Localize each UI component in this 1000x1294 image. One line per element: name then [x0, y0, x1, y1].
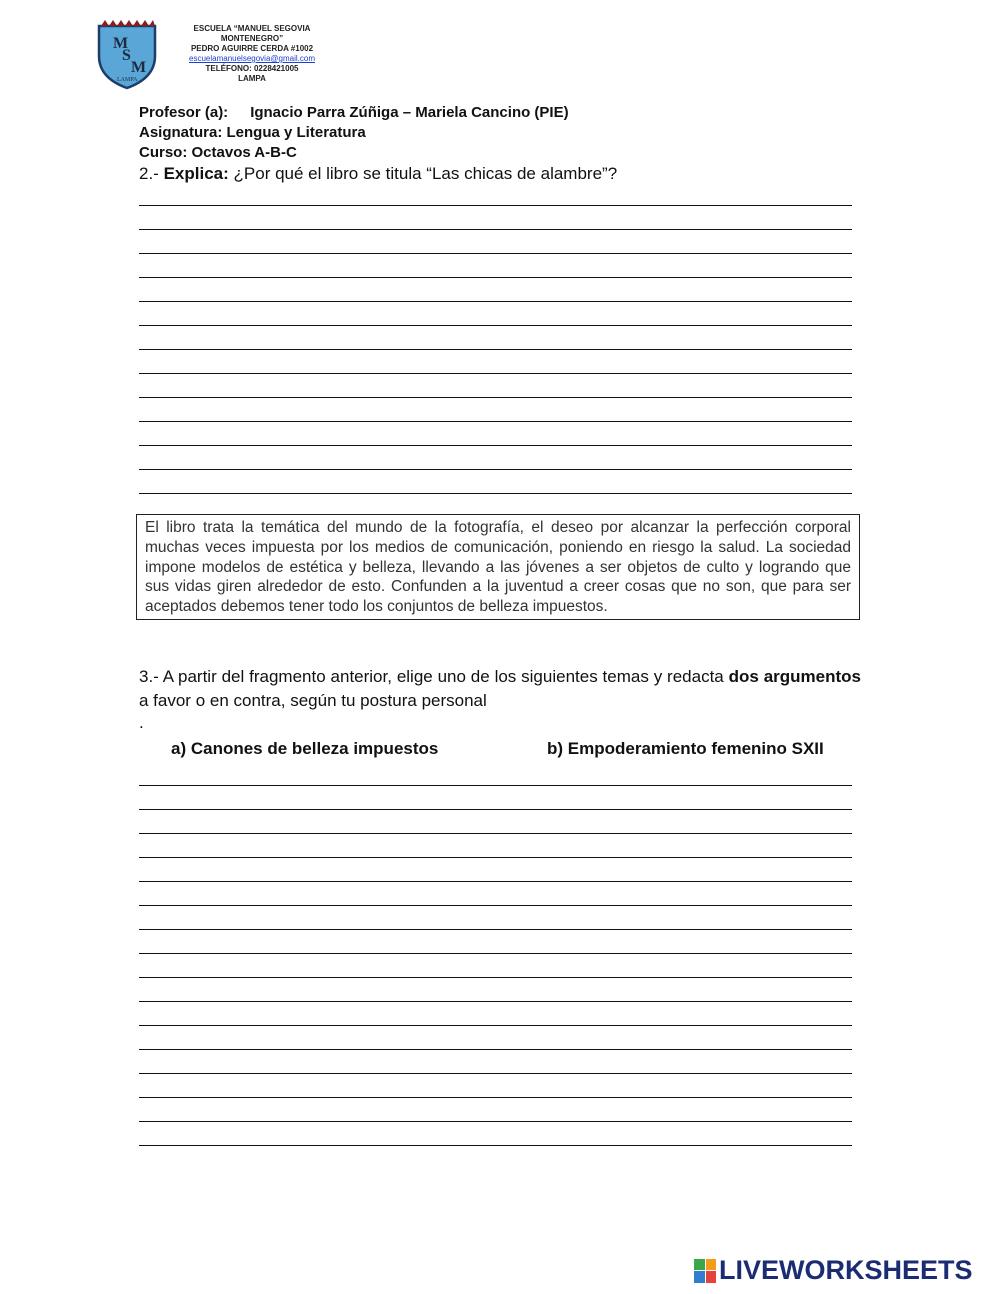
school-city: LAMPA	[238, 74, 266, 83]
svg-text:LAMPA: LAMPA	[117, 77, 138, 83]
question-2-text: ¿Por qué el libro se titula “Las chicas de alambre”?	[233, 164, 618, 183]
teacher-line	[139, 103, 569, 123]
answer-area-question-3[interactable]	[139, 762, 852, 1146]
answer-line[interactable]	[139, 1026, 852, 1050]
option-a: a) Canones de belleza impuestos	[171, 739, 439, 758]
answer-line[interactable]	[139, 206, 852, 230]
liveworksheets-logo-icon	[694, 1259, 716, 1283]
school-address: PEDRO AGUIRRE CERDA #1002	[190, 44, 314, 53]
teacher-label: Profesor (a):	[139, 104, 229, 121]
answer-line[interactable]	[139, 254, 852, 278]
question-3	[139, 665, 861, 713]
answer-line[interactable]	[139, 1074, 852, 1098]
subject-line: Asignatura: Lengua y Literatura	[139, 124, 366, 141]
answer-line[interactable]	[139, 398, 852, 422]
answer-line[interactable]	[139, 1122, 852, 1146]
answer-line[interactable]	[139, 278, 852, 302]
school-phone: TELÉFONO: 0228421005	[205, 64, 299, 73]
answer-line[interactable]	[139, 978, 852, 1002]
school-info	[172, 24, 332, 84]
answer-line[interactable]	[139, 182, 852, 206]
answer-line[interactable]	[139, 302, 852, 326]
svg-text:S: S	[122, 47, 131, 64]
answer-line[interactable]	[139, 350, 852, 374]
stray-dot: .	[139, 713, 144, 732]
answer-line[interactable]	[139, 470, 852, 494]
question-2-number: 2.-	[139, 164, 159, 183]
answer-line[interactable]	[139, 762, 852, 786]
answer-line[interactable]	[139, 834, 852, 858]
option-b: b) Empoderamiento femenino SXII	[547, 739, 824, 758]
answer-line[interactable]	[139, 230, 852, 254]
answer-line[interactable]	[139, 1098, 852, 1122]
answer-line[interactable]	[139, 786, 852, 810]
school-name-line-1: ESCUELA “MANUEL SEGOVIA	[193, 24, 311, 33]
school-shield-logo-icon	[95, 18, 159, 90]
answer-line[interactable]	[139, 906, 852, 930]
question-3-text: 3.- A partir del fragmento anterior, elige uno de los siguientes temas y redacta	[139, 667, 729, 686]
answer-line[interactable]	[139, 446, 852, 470]
svg-text:M: M	[131, 59, 147, 76]
school-name-line-2: MONTENEGRO”	[220, 34, 284, 43]
reading-passage-box: El libro trata la temática del mundo de la fotografía, el deseo por alcanzar la perfección corporal muchas veces impuesta por los medios de comunicación, poniendo en riesgo la salud. La sociedad impone modelos de estética y belleza, llevando a las jóvenes a ser objetos de culto y logrando que sus vidas giren alrededor de esto. Confunden a la juventud a creer cosas que no son, que para ser aceptados debemos tener todo los conjuntos de belleza impuestos.	[136, 514, 860, 620]
brand-text: LIVEWORKSHEETS	[719, 1255, 973, 1285]
answer-line[interactable]	[139, 1002, 852, 1026]
question-2-keyword: Explica:	[163, 164, 229, 183]
svg-text:M: M	[113, 35, 129, 52]
question-3-bold: dos argumentos	[728, 667, 861, 686]
answer-area-question-2[interactable]	[139, 182, 852, 494]
answer-line[interactable]	[139, 810, 852, 834]
answer-line[interactable]	[139, 1050, 852, 1074]
teacher-names: Ignacio Parra Zúñiga – Mariela Cancino (PIE)	[250, 104, 569, 121]
school-email-link[interactable]: escuelamanuelsegovia@gmail.com	[189, 54, 315, 63]
answer-line[interactable]	[139, 326, 852, 350]
answer-line[interactable]	[139, 374, 852, 398]
question-3-text-end: a favor o en contra, según tu postura personal	[139, 691, 487, 710]
answer-line[interactable]	[139, 930, 852, 954]
answer-line[interactable]	[139, 422, 852, 446]
answer-line[interactable]	[139, 954, 852, 978]
answer-line[interactable]	[139, 858, 852, 882]
liveworksheets-brand	[694, 1255, 973, 1286]
course-line: Curso: Octavos A-B-C	[139, 144, 297, 161]
answer-line[interactable]	[139, 882, 852, 906]
